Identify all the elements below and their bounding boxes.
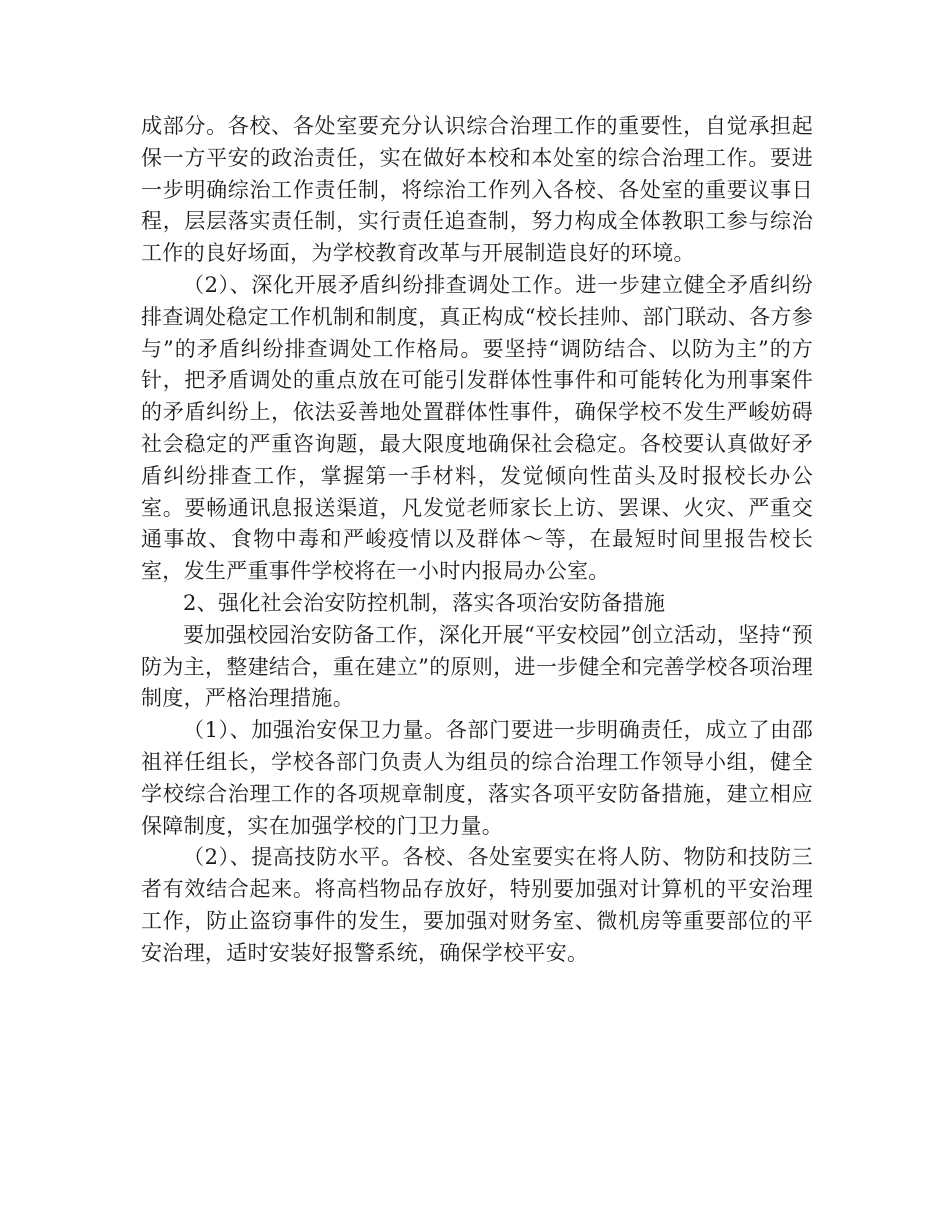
paragraph-item-2-technical-defense: （2）、提高技防水平。各校、各处室要实在将人防、物防和技防三者有效结合起来。将高档物品存放好，特别要加强对计算机的平安治理工作，防止盗窃事件的发生，要加强对财务室、微机房等重要部位的平安治理，适时安装好报警系统，确保学校平安。 xyxy=(141,845,813,965)
document-body xyxy=(141,111,813,970)
paragraph-item-2-dispute-resolution: （2）、深化开展矛盾纠纷排查调处工作。进一步建立健全矛盾纠纷排查调处稳定工作机制和制度，真正构成“校长挂帅、部门联动、各方参与”的矛盾纠纷排查调处工作格局。要坚持“调防结合、以防为主”的方针，把矛盾调处的重点放在可能引发群体性事件和可能转化为刑事案件的矛盾纠纷上，依法妥善地处置群体性事件，确保学校不发生严峻妨碍社会稳定的严重咨询题，最大限度地确保社会稳定。各校要认真做好矛盾纠纷排查工作，掌握第一手材料，发觉倾向性苗头及时报校长办公室。要畅通讯息报送渠道，凡发觉老师家长上访、罢课、火灾、严重交通事故、食物中毒和严峻疫情以及群体～等，在最短时间里报告校长室，发生严重事件学校将在一小时内报局办公室。 xyxy=(141,272,813,584)
paragraph-continuation: 成部分。各校、各处室要充分认识综合治理工作的重要性，自觉承担起保一方平安的政治责任，实在做好本校和本处室的综合治理工作。要进一步明确综治工作责任制，将综治工作列入各校、各处室的重要议事日程，层层落实责任制，实行责任追查制，努力构成全体教职工参与综治工作的良好场面，为学校教育改革与开展制造良好的环境。 xyxy=(141,114,813,266)
paragraph-campus-security: 要加强校园治安防备工作，深化开展“平安校园”创立活动，坚持“预防为主，整建结合，重在建立”的原则，进一步健全和完善学校各项治理制度，严格治理措施。 xyxy=(141,622,813,711)
section-heading-security-mechanism: 2、强化社会治安防控机制，落实各项治安防备措施 xyxy=(183,590,666,615)
paragraph-item-1-security-force: （1）、加强治安保卫力量。各部门要进一步明确责任，成立了由邵祖祥任组长，学校各部门负责人为组员的综合治理工作领导小组，健全学校综合治理工作的各项规章制度，落实各项平安防备措施，建立相应保障制度，实在加强学校的门卫力量。 xyxy=(141,718,813,838)
